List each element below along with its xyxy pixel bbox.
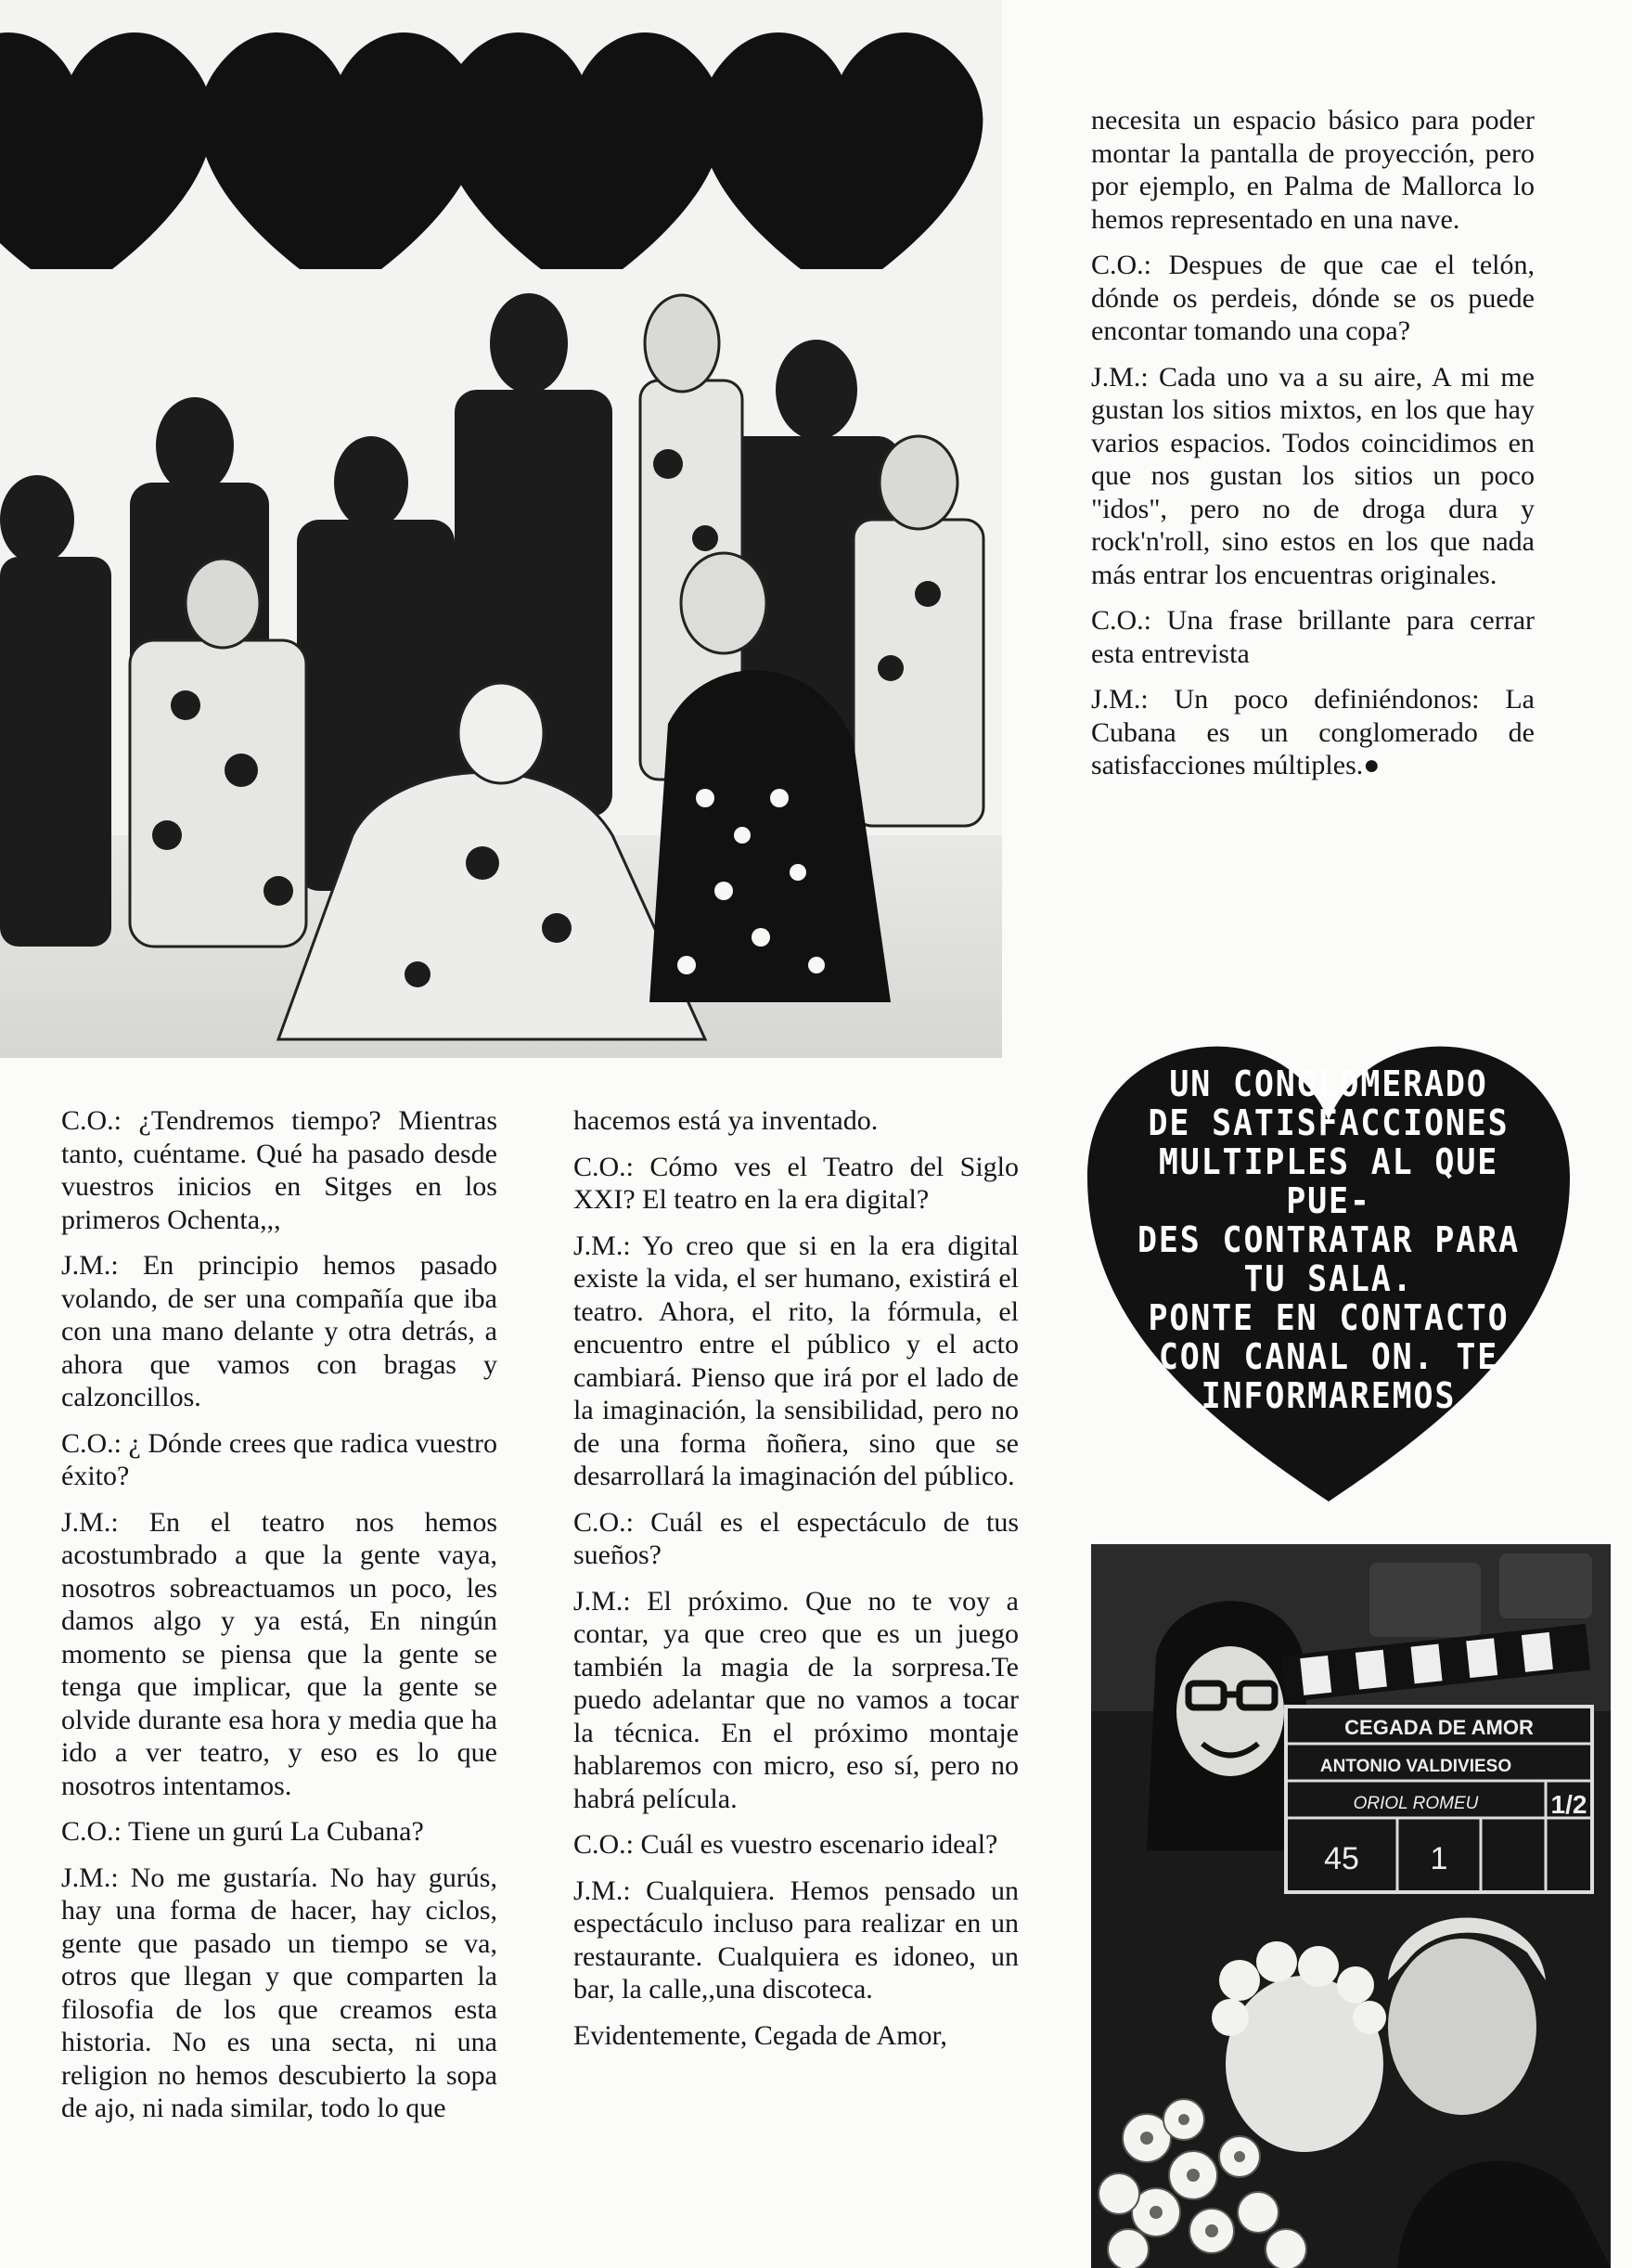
clapper-title: CEGADA DE AMOR [1344,1716,1534,1739]
clapper-camera: ORIOL ROMEU [1353,1794,1479,1813]
paragraph: C.O.: Despues de que cae el telón, dónde os perdeis, dónde se os puede encontar tomando una copa? [1091,250,1535,346]
paragraph: C.O.: ¿ Dónde crees que radica vuestro éxito? [61,1427,497,1491]
paragraph: C.O.: ¿Tendremos tiempo? Mientras tanto, cuéntame. Qué ha pasado desde vuestros inicios en Sitges en los primeros Ochenta,,, [61,1105,497,1235]
clapperboard-photo [1091,1544,1611,2268]
clapper-roll: 1/2 [1550,1790,1587,1819]
paragraph: Evidentemente, Cegada de Amor, [573,2019,947,2051]
interview-column-bottom-left [61,1104,497,2138]
clapper-director: ANTONIO VALDIVIESO [1319,1757,1512,1776]
paragraph: J.M.: Cualquiera. Hemos pensado un espectáculo incluso para realizar en un restaurante. Cualquiera es idoneo, un bar, la calle,,una discoteca. [573,1875,1019,2004]
paragraph: necesita un espacio básico para poder montar la pantalla de proyección, pero por ejemplo, en Palma de Mallorca lo hemos representado en una nave. [1091,105,1535,235]
heart-ad-text: UN CONGLOMERADO DE SATISFACCIONES MULTIPLES AL QUE PUE- DES CONTRATAR PARA TU SALA. PONTE EN CONTACTO CON CANAL ON. TE INFORMAREMOS [1137,1063,1520,1416]
paragraph: J.M.: Yo creo que si en la era digital existe la vida, el ser humano, existirá el teatro. Ahora, el rito, la fórmula, el encuentro entre el público y el acto cambiará. Pienso que irá por el lado de la imaginación, la sensibilidad, pero no de una forma ñoñera, sino que se desarrollará la imaginación del público. [573,1230,1019,1491]
clapper-scene: 45 [1324,1841,1359,1876]
clapper-take: 1 [1430,1841,1448,1876]
paragraph: C.O.: Cuál es el espectáculo de tus sueños? [573,1506,1019,1570]
paragraph: J.M.: El próximo. Que no te voy a contar, ya que creo que es un juego también la magia de la sorpresa.Te puedo adelantar que no vamos a tocar la técnica. En el próximo montaje hablaremos con micro, eso sí, pero no habrá película. [573,1585,1019,1814]
paragraph: C.O.: Tiene un gurú La Cubana? [61,1816,424,1847]
interview-column-bottom-middle [573,1104,1019,2065]
paragraph: J.M.: Cada uno va a su aire, A mi me gustan los sitios mixtos, en los que hay varios espacios. Todos coincidimos en que nos gustan los sitios un poco "idos", pero no de droga dura y rock'n'roll, sino estos en los que nada más entrar los encuentras originales. [1091,361,1535,590]
paragraph: J.M.: En principio hemos pasado volando, de ser una compañía que iba con una mano delante y otra detrás, a ahora que vamos con bragas y calzoncillos. [61,1250,497,1412]
paragraph: J.M.: No me gustaría. No hay gurús, hay una forma de hacer, hay ciclos, gente que pasado un tiempo se va, otros que llegan y que comparten la filosofia de los que creamos esta historia. No es una secta, ni una religion no hemos descubierto la sopa de ajo, ni nada similar, todo lo que [61,1862,497,2123]
paragraph: hacemos está ya inventado. [573,1105,879,1136]
paragraph: J.M.: Un poco definiéndonos: La Cubana es un conglomerado de satisfacciones múltiples.● [1091,684,1535,780]
paragraph: J.M.: En el teatro nos hemos acostumbrado a que la gente vaya, nosotros sobreactuamos un poco, les damos algo y ya está, En ningún momento se piensa que la gente se tenga que implicar, que la gente se olvide durante esa hora y media que ha ido a ver teatro, y eso es lo que nosotros intentamos. [61,1506,497,1801]
cast-group-photo [0,0,1002,1058]
paragraph: C.O.: Una frase brillante para cerrar esta entrevista [1091,605,1535,669]
paragraph: C.O.: Cuál es vuestro escenario ideal? [573,1829,998,1860]
paragraph: C.O.: Cómo ves el Teatro del Siglo XXI? El teatro en la era digital? [573,1151,1019,1215]
clapperboard [1281,1624,1592,1892]
interview-column-top-right [1091,104,1535,795]
